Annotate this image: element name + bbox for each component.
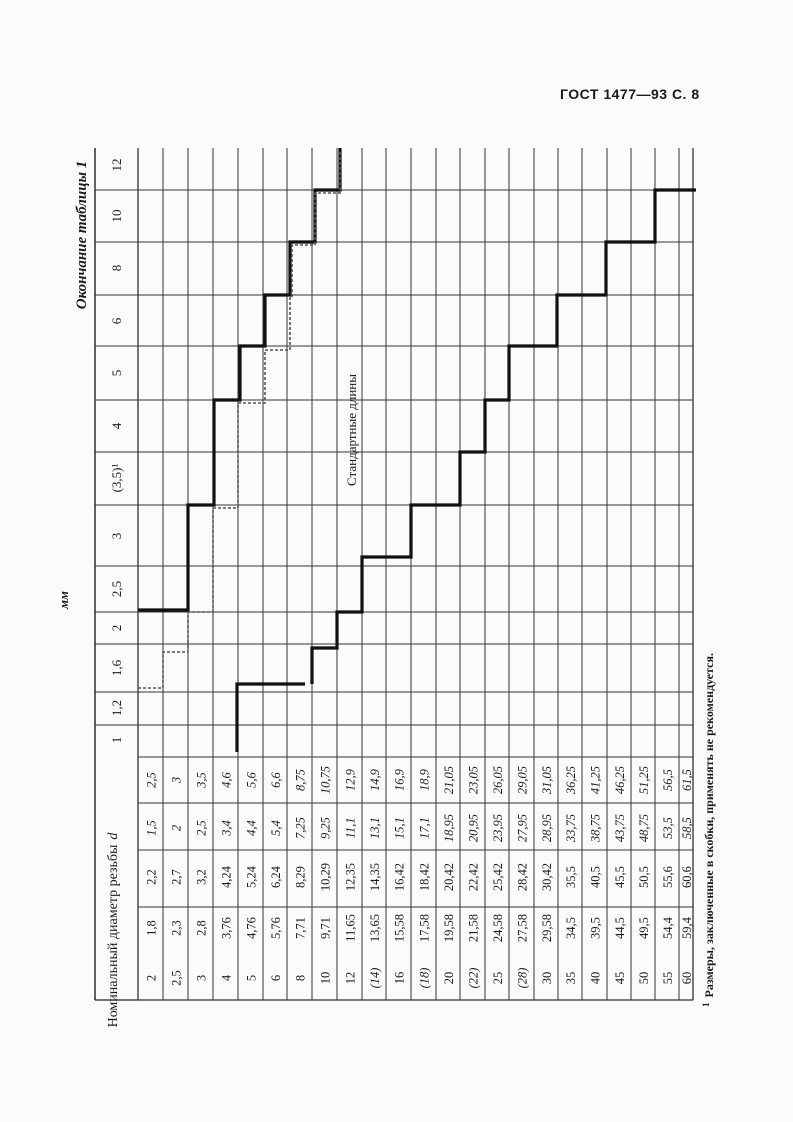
dimension-cell: 22,42	[466, 862, 481, 892]
dimension-cell: 49,5	[637, 917, 651, 939]
dimension-cell: 19,58	[442, 913, 456, 943]
dimension-cell: 24,58	[491, 913, 505, 943]
dimension-cell: 59,4	[680, 917, 694, 939]
dimension-cell: 60,6	[680, 866, 694, 888]
dimension-cell: 2,3	[169, 920, 184, 936]
dimension-cell: 4,6	[219, 772, 234, 788]
dimension-cell: 61,5	[680, 769, 694, 791]
diameter-cell: 8	[293, 974, 308, 982]
diameter-cell: 10	[318, 971, 333, 985]
dimension-cell: 56,5	[661, 769, 675, 791]
dimension-cell: 6,6	[269, 772, 283, 788]
dimension-cell: 4,4	[244, 820, 259, 836]
dimension-cell: 25,42	[491, 862, 505, 892]
dimension-cell: 50,5	[637, 866, 651, 888]
length-header: 5	[109, 369, 124, 377]
dimension-cell: 16,42	[392, 862, 407, 892]
footnote-text: Размеры, заключенные в скобки, применять не рекомендуется.	[702, 653, 716, 998]
dimension-cell: 2,8	[194, 920, 209, 936]
footnote	[701, 653, 716, 1007]
diameter-cell: 60	[680, 971, 694, 985]
dimension-cell: 41,25	[588, 765, 603, 795]
diameter-cell: 20	[442, 971, 456, 985]
dimension-cell: 31,05	[540, 765, 554, 795]
dimension-cell: 5,4	[269, 820, 283, 836]
length-header: 1	[109, 736, 124, 744]
dimension-cell: 2,2	[144, 869, 159, 885]
diameter-cell: (28)	[515, 967, 530, 989]
dimension-cell: 4,76	[244, 917, 259, 939]
dimension-cell: 2,5	[194, 820, 209, 836]
dimension-cell: 26,05	[491, 765, 505, 795]
dimension-cell: 18,9	[417, 769, 432, 791]
diameter-cell: 25	[491, 971, 505, 985]
length-header: 3	[109, 532, 124, 540]
dimension-cell: 13,65	[368, 913, 382, 943]
length-header: 4	[109, 422, 124, 430]
dimension-cell: 7,71	[293, 917, 308, 939]
dimension-cell: 20,95	[466, 813, 481, 843]
diameter-cell: 6	[269, 974, 283, 982]
diameter-cell: 12	[343, 971, 358, 985]
dimension-cell: 9,71	[318, 917, 333, 939]
diameter-cell: (22)	[466, 967, 481, 989]
dimension-cell: 14,35	[368, 862, 382, 892]
dimension-cell: 5,24	[244, 866, 259, 888]
diameter-cell: 45	[613, 971, 627, 985]
dimension-cell: 28,42	[515, 862, 530, 892]
dimension-cell: 11,65	[343, 914, 358, 942]
length-header: (3,5)¹	[109, 463, 124, 493]
dimension-cell: 36,25	[564, 765, 578, 795]
length-header: 12	[109, 158, 124, 172]
max-boundary-bold	[138, 148, 340, 610]
dimension-cell: 2,5	[144, 772, 159, 788]
dimension-cell: 3,4	[219, 820, 234, 836]
dimension-cell: 14,9	[368, 769, 382, 791]
diameter-cell: (18)	[417, 967, 432, 989]
dimension-cell: 55,6	[661, 866, 675, 888]
dimension-cell: 3,76	[219, 917, 234, 939]
diameter-cell: 16	[392, 971, 407, 985]
dimension-cell: 30,42	[540, 862, 554, 892]
dashed-boundary	[138, 150, 340, 688]
dimension-cell: 13,1	[368, 817, 382, 839]
dimension-cell: 29,58	[540, 913, 554, 943]
table-caption: Окончание таблицы 1	[74, 160, 90, 310]
dimension-cell: 17,58	[417, 913, 432, 943]
dimension-cell: 40,5	[588, 866, 603, 888]
diameter-cell: 35	[564, 971, 578, 985]
dimension-cell: 21,58	[466, 913, 481, 943]
dimension-cell: 16,9	[392, 769, 407, 791]
dimension-cell: 1,8	[144, 920, 159, 936]
dimension-cell: 6,24	[269, 866, 283, 888]
diameter-cell: 4	[219, 974, 234, 982]
dimension-cell: 18,42	[417, 862, 432, 892]
dimension-cell: 5,6	[244, 772, 259, 788]
dimension-cell: 27,58	[515, 913, 530, 943]
diameter-symbol: d	[106, 832, 121, 840]
diameter-cell: 3	[194, 974, 209, 982]
dimension-cell: 51,25	[637, 765, 651, 795]
dimension-cell: 10,75	[318, 765, 333, 795]
standard-length-boundaries	[138, 148, 696, 752]
dimension-cell: 3,2	[194, 869, 209, 885]
dimension-cell: 12,9	[343, 769, 358, 791]
footnote-mark: 1	[701, 1002, 711, 1007]
dimension-cell: 58,5	[680, 817, 694, 839]
standard-lengths-label: Стандартные длины	[344, 374, 359, 486]
dimension-cell: 28,95	[540, 813, 554, 843]
diameter-cell: 30	[540, 971, 554, 985]
diameter-cell: 50	[637, 971, 651, 985]
diameter-label: Номинальный диаметр резьбы	[106, 844, 121, 1028]
dimension-cell: 5,76	[269, 917, 283, 939]
dimension-cell: 9,25	[318, 817, 333, 839]
dimension-cell: 7,25	[293, 817, 308, 839]
dimension-cell: 34,5	[564, 917, 578, 939]
length-header: 1,2	[109, 699, 124, 717]
dimension-cell: 11,1	[343, 817, 358, 839]
dimension-cell: 17,1	[417, 817, 432, 839]
dimension-cell: 1,5	[144, 820, 159, 836]
length-header: 8	[109, 264, 124, 272]
dimension-cell: 46,25	[613, 765, 627, 795]
diameter-header	[106, 832, 121, 1028]
dimension-cell: 8,75	[293, 769, 308, 791]
page-header: ГОСТ 1477—93 С. 8	[560, 86, 700, 102]
dimension-cell: 53,5	[661, 817, 675, 839]
dimension-cell: 12,35	[343, 862, 358, 892]
diameter-cell: 2,5	[169, 970, 184, 986]
length-header: 6	[109, 317, 124, 325]
dimension-cell: 15,1	[392, 817, 407, 839]
dimension-cell: 3,5	[194, 772, 209, 788]
diameter-cell: 5	[244, 974, 259, 982]
dimension-cell: 3	[169, 776, 184, 784]
short-boundary-a	[237, 684, 305, 752]
dimension-cell: 15,58	[392, 913, 407, 943]
dimension-cell: 23,05	[466, 765, 481, 795]
dimension-cell: 8,29	[293, 866, 308, 888]
diameter-cell: 55	[661, 971, 675, 985]
long-boundary-bold	[312, 190, 696, 684]
dimension-cell: 45,5	[613, 866, 627, 888]
dimension-cell: 27,95	[515, 813, 530, 843]
dimension-cell: 39,5	[588, 917, 603, 939]
dimension-cell: 29,05	[515, 765, 530, 795]
dimension-cell: 21,05	[442, 765, 456, 795]
dimension-cell: 48,75	[637, 813, 651, 843]
dimension-cell: 4,24	[219, 866, 234, 888]
length-header: 10	[109, 209, 124, 223]
dimension-cell: 44,5	[613, 917, 627, 939]
dimension-cell: 35,5	[564, 866, 578, 888]
dimension-cell: 18,95	[442, 813, 456, 843]
length-header: 2	[109, 624, 124, 632]
dimension-cell: 2	[169, 824, 184, 832]
diameter-cell: 40	[588, 971, 603, 985]
dimension-cell: 54,4	[661, 917, 675, 939]
dimension-cell: 33,75	[564, 813, 578, 843]
dimension-cell: 10,29	[318, 862, 333, 892]
length-header: 1,6	[109, 659, 124, 677]
diameter-cell: (14)	[368, 967, 382, 989]
dimension-cell: 43,75	[613, 813, 627, 843]
dimension-cell: 38,75	[588, 813, 603, 843]
dimension-cell: 20,42	[442, 862, 456, 892]
unit-label: мм	[56, 591, 71, 609]
dimension-cell: 2,7	[169, 869, 184, 885]
diameter-cell: 2	[144, 974, 159, 982]
length-header: 2,5	[109, 580, 124, 598]
dimension-cell: 23,95	[491, 813, 505, 843]
